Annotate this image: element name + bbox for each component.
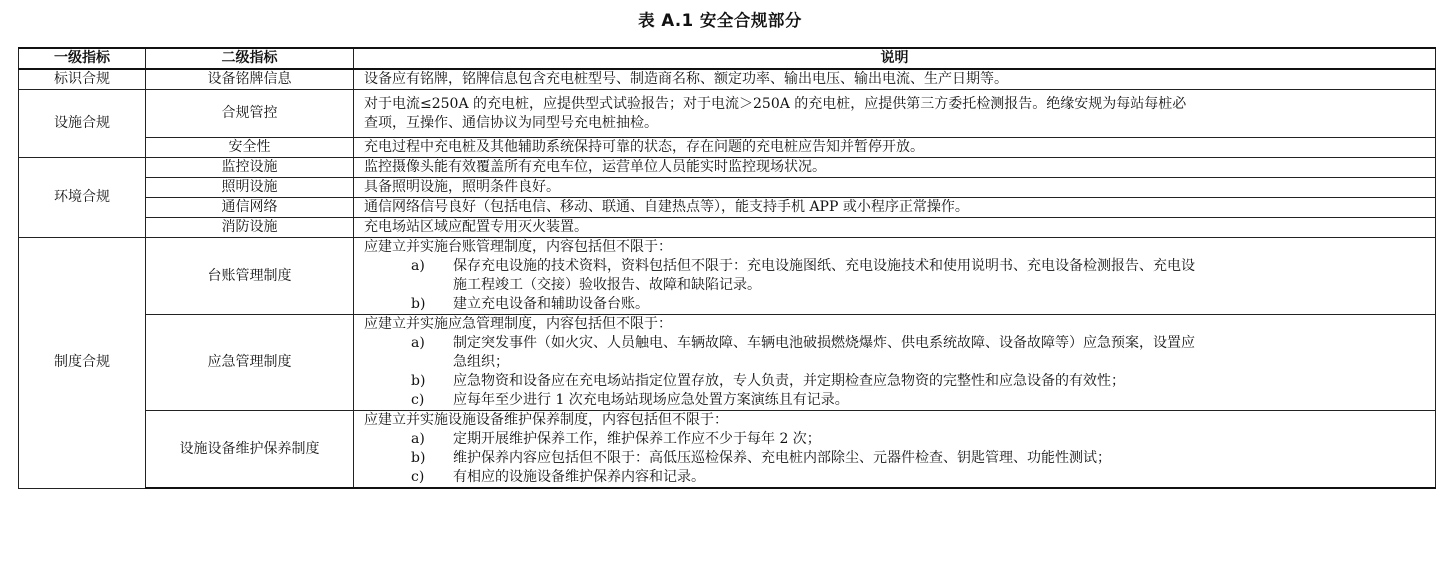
item-line: 施工程竣工（交接）验收报告、故障和缺陷记录。	[453, 277, 761, 293]
level1-cell: 设施合规	[19, 90, 146, 158]
description-cell: 充电场站区域应配置专用灭火装置。	[354, 218, 1436, 238]
item-label: b)	[411, 373, 426, 389]
description-cell	[354, 90, 1436, 138]
table-row	[19, 158, 1436, 178]
item-line: 应急物资和设备应在充电场站指定位置存放，专人负责，并定期检查应急物资的完整性和应急设备的有效性；	[453, 373, 1125, 389]
level2-cell: 照明设施	[146, 178, 354, 198]
list-item	[364, 468, 1427, 487]
item-line: 制定突发事件（如火灾、人员触电、车辆故障、车辆电池破损燃烧爆炸、供电系统故障、设备故障等）应急预案，设置应	[453, 335, 1195, 351]
item-line: 保存充电设施的技术资料，资料包括但不限于：充电设施图纸、充电设施技术和使用说明书、充电设备检测报告、充电设	[453, 258, 1195, 274]
description-cell: 具备照明设施，照明条件良好。	[354, 178, 1436, 198]
level2-cell: 合规管控	[146, 90, 354, 138]
list-item	[364, 334, 1427, 372]
list-item	[364, 391, 1427, 410]
table-row	[19, 218, 1436, 238]
compliance-table	[18, 47, 1436, 489]
description-line: 查项，互操作、通信协议为同型号充电桩抽检。	[364, 114, 658, 131]
level1-cell: 标识合规	[19, 69, 146, 90]
item-label: c)	[411, 469, 425, 485]
item-label: c)	[411, 392, 425, 408]
list-item	[364, 257, 1427, 295]
item-label: b)	[411, 450, 426, 466]
table-row	[19, 69, 1436, 90]
header-description: 说明	[354, 48, 1436, 69]
level2-cell: 设施设备维护保养制度	[146, 411, 354, 489]
description-intro: 应建立并实施设施设备维护保养制度，内容包括但不限于：	[364, 412, 728, 428]
header-row	[19, 48, 1436, 69]
list-item	[364, 449, 1427, 468]
description-cell: 监控摄像头能有效覆盖所有充电车位，运营单位人员能实时监控现场状况。	[354, 158, 1436, 178]
list-item	[364, 372, 1427, 391]
level2-cell: 消防设施	[146, 218, 354, 238]
item-line: 维护保养内容应包括但不限于：高低压巡检保养、充电桩内部除尘、元器件检查、钥匙管理、功能性测试；	[453, 450, 1111, 466]
table-row	[19, 178, 1436, 198]
item-line: 应每年至少进行 1 次充电场站现场应急处置方案演练且有记录。	[453, 392, 849, 408]
list-item	[364, 295, 1427, 314]
description-cell	[354, 238, 1436, 315]
header-level2: 二级指标	[146, 48, 354, 69]
table-row	[19, 411, 1436, 489]
level1-cell: 环境合规	[19, 158, 146, 238]
description-line: 对于电流≤250A 的充电桩，应提供型式试验报告；对于电流＞250A 的充电桩，应提供第三方委托检测报告。绝缘安规为每站每桩必	[364, 95, 1187, 112]
table-title: 表 A.1 安全合规部分	[638, 11, 802, 30]
item-label: a)	[411, 335, 425, 351]
table-row	[19, 90, 1436, 138]
description-cell: 设备应有铭牌，铭牌信息包含充电桩型号、制造商名称、额定功率、输出电压、输出电流、生产日期等。	[354, 69, 1436, 90]
level2-cell: 台账管理制度	[146, 238, 354, 315]
level1-cell: 制度合规	[19, 238, 146, 489]
header-level1: 一级指标	[19, 48, 146, 69]
level2-cell: 设备铭牌信息	[146, 69, 354, 90]
item-line: 定期开展维护保养工作，维护保养工作应不少于每年 2 次；	[453, 431, 821, 447]
item-label: a)	[411, 258, 425, 274]
table-row	[19, 198, 1436, 218]
description-intro: 应建立并实施台账管理制度，内容包括但不限于：	[364, 239, 672, 255]
table-row	[19, 238, 1436, 315]
description-cell	[354, 411, 1436, 489]
list-item	[364, 430, 1427, 449]
level2-cell: 安全性	[146, 138, 354, 158]
level2-cell: 应急管理制度	[146, 315, 354, 411]
description-cell: 充电过程中充电桩及其他辅助系统保持可靠的状态，存在问题的充电桩应告知并暂停开放。	[354, 138, 1436, 158]
item-label: b)	[411, 296, 426, 312]
item-label: a)	[411, 431, 425, 447]
table-row	[19, 138, 1436, 158]
table-row	[19, 315, 1436, 411]
level2-cell: 通信网络	[146, 198, 354, 218]
description-intro: 应建立并实施应急管理制度，内容包括但不限于：	[364, 316, 672, 332]
item-line: 有相应的设施设备维护保养内容和记录。	[453, 469, 705, 485]
item-line: 建立充电设备和辅助设备台账。	[453, 296, 649, 312]
level2-cell: 监控设施	[146, 158, 354, 178]
description-cell	[354, 315, 1436, 411]
item-line: 急组织；	[453, 354, 509, 370]
description-cell: 通信网络信号良好（包括电信、移动、联通、自建热点等），能支持手机 APP 或小程序正常操作。	[354, 198, 1436, 218]
